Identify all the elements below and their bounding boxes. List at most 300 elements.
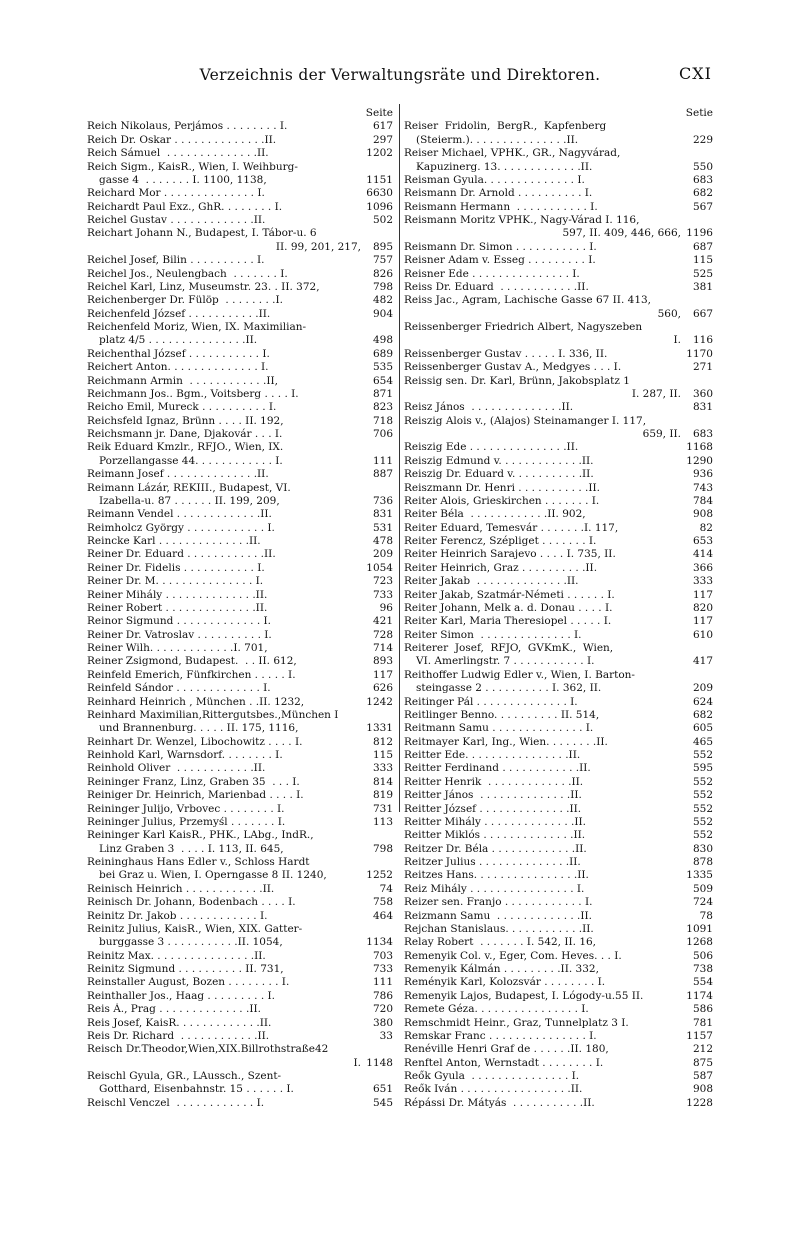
entry-page-ref: 1148	[366, 1056, 393, 1069]
entry-page-ref: 718	[372, 414, 393, 427]
entry-page-ref: 111	[372, 454, 393, 467]
entry-text: Renéville Henri Graf de . . . . . .II. 180,	[404, 1043, 609, 1056]
index-entry	[87, 682, 393, 695]
right-column	[404, 107, 713, 1110]
index-entry	[87, 896, 393, 909]
index-entry	[87, 1043, 393, 1056]
entry-text: Reiter Heinrich, Graz . . . . . . . . . .II.	[404, 561, 598, 574]
index-entry	[404, 241, 713, 254]
index-entry	[87, 1003, 393, 1016]
entry-page-ref	[681, 294, 713, 307]
entry-page-ref: 743	[692, 481, 713, 494]
index-entry	[87, 642, 393, 655]
index-entry	[87, 883, 393, 896]
index-entry	[404, 535, 713, 548]
index-entry	[404, 990, 713, 1003]
entry-text: II. 99, 201, 217,	[275, 240, 361, 253]
index-entry	[404, 562, 713, 575]
entry-text: Reis Dr. Richard . . . . . . . . . . . .II.	[87, 1029, 270, 1042]
index-entry	[404, 976, 713, 989]
entry-text: Gotthard, Eisenbahnstr. 15 . . . . . . I.	[99, 1083, 294, 1096]
entry-text: Reinfeld Emerich, Fünfkirchen . . . . . I.	[87, 668, 296, 681]
entry-text: Reismann Hermann . . . . . . . . . . . I.	[404, 200, 598, 213]
entry-page-ref: 111	[372, 976, 393, 989]
entry-page-ref	[361, 1070, 393, 1083]
entry-page-ref: 366	[692, 561, 713, 574]
entry-text: Reich Sigm., KaisR., Wien, I. Weihburg-	[87, 160, 298, 173]
entry-text: Reinhard Maximilian,Rittergutsbes.,München I	[87, 708, 339, 721]
column-heading: Setie	[685, 107, 713, 119]
entry-text: und Brannenburg. . . . . II. 175, 1116,	[99, 722, 299, 735]
entry-page-ref: 1134	[366, 936, 393, 949]
entry-page-ref: 482	[372, 294, 393, 307]
entry-page-ref	[361, 1043, 393, 1056]
index-entry	[87, 294, 393, 307]
index-entry	[87, 575, 393, 588]
entry-text: Reichenfeld Moriz, Wien, IX. Maximilian-	[87, 321, 307, 333]
index-entry	[404, 161, 713, 174]
entry-text: Reiszig Edmund v. . . . . . . . . . . . .II.	[404, 454, 594, 467]
index-entry	[404, 334, 713, 347]
entry-text: Porzellangasse 44. . . . . . . . . . . . I.	[99, 454, 283, 467]
entry-page-ref: 552	[692, 789, 713, 802]
index-entry	[87, 308, 393, 321]
entry-page-ref	[361, 441, 393, 454]
index-entry	[404, 762, 713, 775]
entry-page-ref	[361, 321, 393, 334]
entry-page-ref: 757	[372, 254, 393, 267]
entry-page-ref	[681, 669, 713, 682]
index-entry	[404, 495, 713, 508]
entry-page-ref: 271	[692, 361, 713, 374]
entry-page-ref: 1174	[686, 989, 713, 1002]
entry-text: Reincke Karl . . . . . . . . . . . . . .II.	[87, 535, 261, 547]
page-number: CXI	[679, 64, 712, 83]
entry-page-ref: 82	[699, 521, 713, 534]
entry-text: Reichenberger Dr. Fülöp . . . . . . . .I.	[87, 294, 283, 307]
index-entry	[87, 161, 393, 174]
index-entry	[404, 415, 713, 428]
index-entry	[404, 1043, 713, 1056]
entry-text: Reichsfeld Ignaz, Brünn . . . . II. 192,	[87, 414, 284, 427]
entry-text: Reiser Michael, VPHK., GR., Nagyvárad,	[404, 147, 621, 160]
entry-text: Reiszig Alois v., (Alajos) Steinamanger I. 117,	[404, 414, 647, 427]
index-entry	[404, 401, 713, 414]
entry-page-ref: 1096	[366, 200, 393, 213]
index-entry	[404, 441, 713, 454]
index-entry	[87, 856, 393, 869]
entry-page-ref: 333	[372, 762, 393, 775]
index-entry	[404, 963, 713, 976]
entry-text: Reők Gyula . . . . . . . . . . . . . . . I.	[404, 1070, 580, 1082]
entry-text: Reinhard Heinrich , München . .II. 1232,	[87, 695, 305, 708]
entry-page-ref: 758	[372, 896, 393, 909]
entry-page-ref: 624	[692, 695, 713, 708]
index-entry	[87, 736, 393, 749]
entry-text: Reichenthal József . . . . . . . . . . . I.	[87, 347, 270, 360]
index-entry	[87, 749, 393, 762]
entry-text: Reiter Jakab . . . . . . . . . . . . . .II.	[404, 575, 579, 588]
entry-text: Remete Géza. . . . . . . . . . . . . . . . I.	[404, 1003, 589, 1016]
index-entry	[404, 950, 713, 963]
index-entry	[404, 214, 713, 227]
index-entry	[87, 963, 393, 976]
entry-page-ref: 904	[372, 307, 393, 320]
index-entry	[404, 308, 713, 321]
index-entry	[87, 147, 393, 160]
index-entry	[87, 990, 393, 1003]
entry-text: Reinfeld Sándor . . . . . . . . . . . . . I.	[87, 682, 271, 695]
entry-text: Reiner Wilh. . . . . . . . . . . . .I. 701,	[87, 642, 268, 654]
entry-page-ref: 720	[372, 1003, 393, 1016]
index-entry	[404, 482, 713, 495]
entry-text: platz 4/5 . . . . . . . . . . . . . . .II.	[99, 334, 258, 347]
index-entry	[404, 428, 713, 441]
entry-page-ref: 724	[692, 896, 713, 909]
entry-page-ref: 1091	[686, 922, 713, 935]
entry-text: Reiser Fridolin, BergR., Kapfenberg	[404, 120, 607, 133]
entry-page-ref: 831	[692, 401, 713, 414]
index-entry	[404, 227, 713, 240]
entry-page-ref	[681, 321, 713, 334]
index-entry	[404, 629, 713, 642]
index-entry	[404, 1097, 713, 1110]
entry-text: Reinitz Julius, KaisR., Wien, XIX. Gatter-	[87, 922, 303, 935]
entry-text: 597, II. 409, 446, 666,	[562, 227, 681, 240]
entry-page-ref	[361, 923, 393, 936]
index-entry	[87, 548, 393, 561]
entry-text: Remenyik Col. v., Eger, Com. Heves. . . I.	[404, 949, 622, 962]
index-entry	[404, 348, 713, 361]
index-entry	[404, 455, 713, 468]
entry-text: I. 287, II.	[631, 387, 681, 400]
entry-page-ref	[681, 120, 713, 133]
entry-text: Reiniger Dr. Heinrich, Marienbad . . . . I.	[87, 789, 304, 802]
entry-text: Reizmann Samu . . . . . . . . . . . . .II.	[404, 909, 593, 922]
index-entry	[87, 388, 393, 401]
entry-text: Reizer sen. Franjo . . . . . . . . . . . . I.	[404, 896, 593, 909]
entry-text: Reismann Moritz VPHK., Nagy-Várad I. 116,	[404, 214, 640, 226]
entry-page-ref: 381	[692, 280, 713, 293]
entry-text: Reissenberger Gustav A., Medgyes . . . I.	[404, 361, 622, 374]
entry-page-ref	[681, 147, 713, 160]
entry-page-ref: 798	[372, 280, 393, 293]
index-entry	[87, 1057, 393, 1070]
index-entry	[404, 1017, 713, 1030]
index-entry	[87, 281, 393, 294]
entry-text: Reichel Josef, Bilin . . . . . . . . . . I.	[87, 254, 265, 267]
entry-text: Reimholcz György . . . . . . . . . . . . I.	[87, 521, 275, 534]
index-entry	[87, 227, 393, 240]
index-entry	[87, 508, 393, 521]
entry-text: Reischl Venczel . . . . . . . . . . . . I.	[87, 1096, 265, 1109]
entry-page-ref: 887	[372, 468, 393, 481]
index-entry	[87, 522, 393, 535]
index-entry	[404, 936, 713, 949]
entry-page-ref: 626	[372, 682, 393, 695]
entry-text: Reiszig Ede . . . . . . . . . . . . . . .II.	[404, 441, 579, 454]
entry-text: Reismann Dr. Arnold . . . . . . . . . . I.	[404, 187, 593, 200]
entry-page-ref: 1054	[366, 561, 393, 574]
index-entry	[87, 816, 393, 829]
entry-text: Reichard Mor . . . . . . . . . . . . . . I.	[87, 187, 265, 200]
entry-page-ref: 871	[372, 387, 393, 400]
entry-page-ref: 586	[692, 1003, 713, 1016]
entry-page-ref: 209	[692, 682, 713, 695]
entry-text: Reinthaller Jos., Haag . . . . . . . . . I.	[87, 989, 276, 1002]
entry-page-ref: 908	[692, 1083, 713, 1096]
index-entry	[404, 856, 713, 869]
index-entry	[87, 669, 393, 682]
index-entry	[404, 883, 713, 896]
entry-text: Reinitz Max. . . . . . . . . . . . . . . .II.	[87, 949, 266, 962]
entry-page-ref: 552	[692, 802, 713, 815]
entry-page-ref: 1151	[366, 173, 393, 186]
index-entry	[404, 294, 713, 307]
index-entry	[404, 722, 713, 735]
entry-text: Relay Robert . . . . . . . I. 542, II. 16,	[404, 936, 597, 949]
entry-page-ref: 682	[692, 187, 713, 200]
index-entry	[87, 709, 393, 722]
index-entry	[87, 482, 393, 495]
entry-page-ref: 605	[692, 722, 713, 735]
entry-page-ref: 1168	[686, 441, 713, 454]
index-entry	[87, 348, 393, 361]
index-entry	[404, 829, 713, 842]
entry-text: Reich Nikolaus, Perjámos . . . . . . . . I.	[87, 120, 288, 133]
entry-page-ref: 360	[692, 387, 713, 400]
index-entry	[404, 1030, 713, 1043]
entry-page-ref: 826	[372, 267, 393, 280]
entry-page-ref: 465	[692, 735, 713, 748]
entry-text: Reiszig Dr. Eduard v. . . . . . . . . . .II.	[404, 468, 594, 481]
index-entry	[87, 254, 393, 267]
entry-page-ref: 820	[692, 601, 713, 614]
index-entry	[404, 776, 713, 789]
entry-text: Reisman Gyula. . . . . . . . . . . . . . I.	[404, 173, 585, 186]
entry-page-ref: 552	[692, 815, 713, 828]
entry-page-ref: 550	[692, 160, 713, 173]
entry-page-ref: 531	[372, 521, 393, 534]
entry-text: Kapuzinerg. 13. . . . . . . . . . . . .II.	[416, 160, 593, 173]
entry-page-ref: 733	[372, 963, 393, 975]
entry-page-ref: 1331	[366, 722, 393, 735]
index-entry	[87, 468, 393, 481]
entry-page-ref: 875	[692, 1056, 713, 1069]
entry-text: Reis Á., Prag . . . . . . . . . . . . . .II.	[87, 1003, 261, 1016]
entry-page-ref: 115	[692, 254, 713, 267]
index-entry	[87, 803, 393, 816]
entry-text: Reiter Eduard, Temesvár . . . . . . .I. 117,	[404, 521, 619, 534]
entry-text: Remschmidt Heinr., Graz, Tunnelplatz 3 I.	[404, 1016, 629, 1029]
entry-text: Reiner Dr. Eduard . . . . . . . . . . . .II.	[87, 548, 276, 561]
index-entry	[404, 896, 713, 909]
entry-text: gasse 4 . . . . . . . I. 1100, 1138,	[99, 173, 267, 186]
entry-text: Reisch Dr.Theodor,Wien,XIX.Billrothstraße42	[87, 1043, 329, 1056]
entry-page-ref: 1252	[366, 869, 393, 882]
index-entry	[404, 120, 713, 133]
index-entry	[87, 535, 393, 548]
entry-page-ref: 421	[372, 615, 393, 628]
entry-text: Reiner Mihály . . . . . . . . . . . . . .II.	[87, 588, 268, 601]
entry-page-ref	[361, 829, 393, 842]
entry-page-ref: 552	[692, 775, 713, 788]
entry-text: Reiter Simon . . . . . . . . . . . . . . I.	[404, 628, 582, 641]
entry-text: Reininger Julius, Przemyśl . . . . . . . I.	[87, 815, 286, 828]
entry-page-ref: 878	[692, 856, 713, 868]
entry-page-ref: 78	[699, 909, 713, 922]
entry-text: Reichel Gustav . . . . . . . . . . . . .II.	[87, 214, 266, 226]
entry-text: 659, II.	[642, 428, 681, 440]
entry-page-ref: 738	[692, 963, 713, 975]
entry-page-ref	[681, 375, 713, 388]
entry-page-ref: 414	[692, 548, 713, 561]
entry-text: Reiner Dr. Vatroslav . . . . . . . . . . I.	[87, 628, 272, 641]
index-entry	[87, 1070, 393, 1083]
entry-page-ref: 784	[692, 494, 713, 507]
entry-text: Remenyik Lajos, Budapest, I. Lógody-u.55 II.	[404, 989, 644, 1002]
index-entry	[404, 1003, 713, 1016]
entry-text: Izabella-u. 87 . . . . . . II. 199, 209,	[99, 494, 280, 507]
entry-text: Reitter Mihály . . . . . . . . . . . . . .II.	[404, 815, 586, 828]
index-entry	[404, 709, 713, 722]
index-entry	[87, 910, 393, 923]
entry-text: burggasse 3 . . . . . . . . . . .II. 1054,	[99, 936, 283, 949]
entry-page-ref: 936	[692, 468, 713, 481]
index-entries	[404, 120, 713, 1110]
entry-page-ref: 610	[692, 628, 713, 641]
index-entry	[87, 241, 393, 254]
entry-text: Reitlinger Benno. . . . . . . . . . II. 514,	[404, 708, 600, 721]
entry-text: Reiter Ferencz, Szépliget . . . . . . . I.	[404, 535, 597, 547]
entry-text: Reichel Jos., Neulengbach . . . . . . . I.	[87, 267, 288, 280]
entry-text: Reissenberger Gustav . . . . . I. 336, II.	[404, 347, 608, 360]
index-entry	[404, 589, 713, 602]
entry-text: Renftel Anton, Wernstadt . . . . . . . . I.	[404, 1056, 604, 1069]
entry-text: Reiszmann Dr. Henri . . . . . . . . . . .II.	[404, 481, 601, 494]
entry-page-ref: 714	[372, 642, 393, 654]
entry-text: Reimann Lázár, REKIII., Budapest, VI.	[87, 481, 291, 494]
entry-page-ref	[681, 642, 713, 655]
entry-text: Reitter József . . . . . . . . . . . . . .II.	[404, 802, 582, 815]
entry-page-ref: 117	[372, 668, 393, 681]
index-entry	[404, 321, 713, 334]
entry-text: Reissig sen. Dr. Karl, Brünn, Jakobsplatz 1	[404, 374, 630, 387]
entry-text: Reinisch Heinrich . . . . . . . . . . . .II.	[87, 882, 275, 895]
index-entry	[87, 415, 393, 428]
entry-page-ref: 116	[692, 334, 713, 347]
entry-text: Reitter Ede. . . . . . . . . . . . . . . .II.	[404, 749, 581, 761]
index-entry	[404, 789, 713, 802]
index-entry	[87, 869, 393, 882]
entry-text: Reis Josef, KaisR. . . . . . . . . . . . .II.	[87, 1016, 272, 1029]
entry-page-ref: 117	[692, 615, 713, 628]
entry-text: Reiner Dr. Fidelis . . . . . . . . . . . I.	[87, 561, 265, 574]
entry-text: Reiz Mihály . . . . . . . . . . . . . . . . I.	[404, 882, 585, 895]
index-entry	[87, 655, 393, 668]
entry-page-ref: 1268	[686, 936, 713, 949]
entry-page-ref	[361, 482, 393, 495]
entry-page-ref: 683	[692, 428, 713, 440]
entry-text: Répássi Dr. Mátyás . . . . . . . . . . .II.	[404, 1096, 595, 1109]
index-entry	[404, 655, 713, 668]
entry-text: VI. Amerlingstr. 7 . . . . . . . . . . . I.	[416, 655, 595, 668]
entry-page-ref: 587	[692, 1070, 713, 1082]
entry-text: Reinitz Dr. Jakob . . . . . . . . . . . . I.	[87, 909, 268, 922]
entry-page-ref: 567	[692, 200, 713, 213]
index-entry	[404, 602, 713, 615]
index-entry	[87, 1017, 393, 1030]
entry-page-ref: 297	[372, 133, 393, 146]
index-entry	[87, 722, 393, 735]
entry-text: Reiner Zsigmond, Budapest. . . II. 612,	[87, 655, 297, 668]
entry-text: Reitinger Pál . . . . . . . . . . . . . . I.	[404, 695, 578, 708]
entry-page-ref: 703	[372, 949, 393, 962]
entry-text: steingasse 2 . . . . . . . . . . I. 362, II.	[416, 682, 602, 695]
entry-text: Reitzer Dr. Béla . . . . . . . . . . . . .II.	[404, 842, 587, 855]
entry-page-ref: 535	[372, 361, 393, 374]
entry-page-ref: 893	[372, 655, 393, 668]
entry-page-ref	[361, 856, 393, 869]
entry-page-ref: 786	[372, 989, 393, 1002]
entry-text: Reisner Ede . . . . . . . . . . . . . . . I.	[404, 267, 580, 280]
entry-text: Reiter Heinrich Sarajevo . . . . I. 735, II.	[404, 548, 616, 561]
index-entry	[87, 174, 393, 187]
index-entry	[87, 629, 393, 642]
entry-text: Reissenberger Friedrich Albert, Nagyszeben	[404, 321, 643, 333]
entry-page-ref: 464	[372, 909, 393, 922]
entry-text: Reinitz Sigmund . . . . . . . . . . II. 731,	[87, 963, 284, 975]
index-entry	[87, 615, 393, 628]
index-entry	[87, 201, 393, 214]
entry-page-ref: 683	[692, 173, 713, 186]
entry-page-ref: 117	[692, 588, 713, 601]
index-entry	[404, 268, 713, 281]
entry-text: Reichardt Paul Exz., GhR. . . . . . . . I.	[87, 200, 283, 213]
index-entry	[404, 201, 713, 214]
entry-page-ref: 1242	[366, 695, 393, 708]
entry-page-ref: 209	[372, 548, 393, 561]
index-entry	[404, 910, 713, 923]
entry-text: Remskar Franc . . . . . . . . . . . . . . . I.	[404, 1029, 597, 1042]
index-entry	[87, 1083, 393, 1096]
column-divider	[399, 104, 400, 812]
entry-page-ref: 113	[372, 815, 393, 828]
entry-text: Reitmann Samu . . . . . . . . . . . . . . I.	[404, 722, 594, 735]
index-entry	[87, 268, 393, 281]
entry-text: Reitter Henrik . . . . . . . . . . . . .II.	[404, 775, 584, 788]
entry-text: Reiter Alois, Grieskirchen . . . . . . . I.	[404, 494, 600, 507]
entry-page-ref: 74	[379, 882, 393, 895]
entry-text: Reitter Ferdinand . . . . . . . . . . . .II.	[404, 762, 591, 775]
entry-text: Reiner Robert . . . . . . . . . . . . . .II.	[87, 601, 268, 614]
entry-text: Reiterer Josef, RFJO, GVKmK., Wien,	[404, 642, 614, 654]
entry-text: Reményik Karl, Kolozsvár . . . . . . . . I.	[404, 976, 606, 989]
index-entry	[404, 281, 713, 294]
entry-page-ref: 736	[372, 494, 393, 507]
index-entry	[87, 776, 393, 789]
index-entry	[404, 361, 713, 374]
index-entry	[404, 134, 713, 147]
entry-page-ref: 733	[372, 588, 393, 601]
index-entry	[404, 375, 713, 388]
entry-page-ref: 33	[379, 1029, 393, 1042]
entry-text: Linz Graben 3 . . . . I. 113, II. 645,	[99, 842, 284, 855]
entry-page-ref: 6630	[366, 187, 393, 200]
entry-text: Reisz János . . . . . . . . . . . . . .II.	[404, 401, 574, 414]
entry-text: Reitter János . . . . . . . . . . . . . .II.	[404, 789, 582, 802]
entry-page-ref: 502	[372, 214, 393, 226]
